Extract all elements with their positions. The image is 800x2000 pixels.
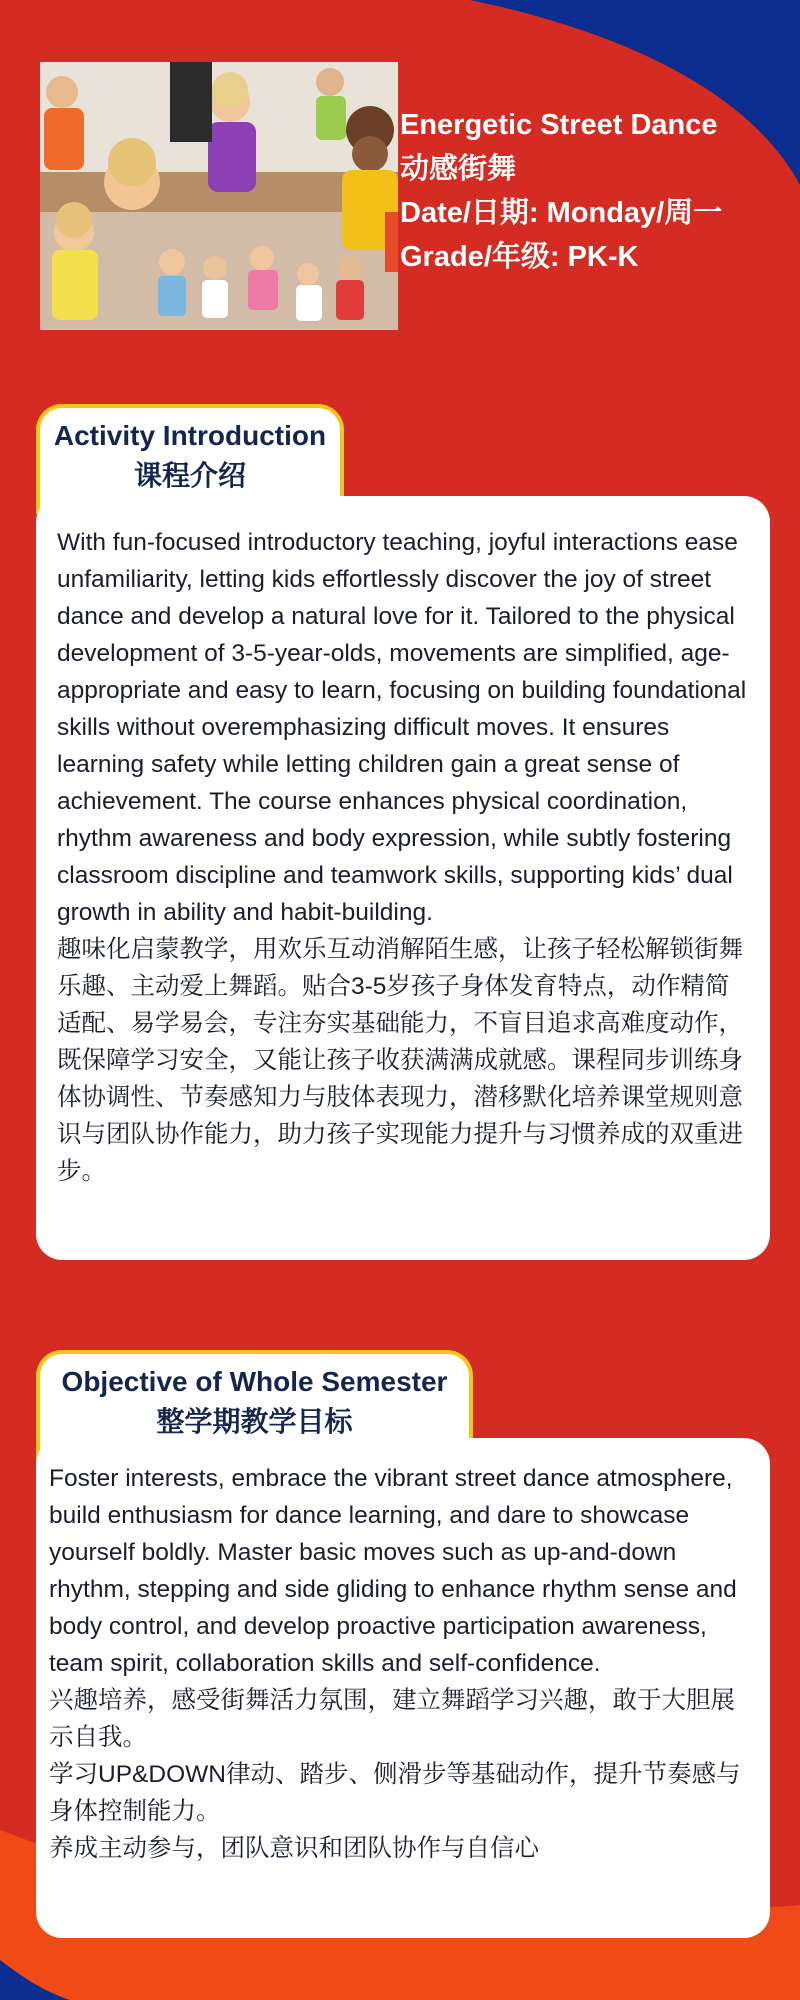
- objective-heading-en: Objective of Whole Semester: [61, 1366, 448, 1397]
- intro-heading-en: Activity Introduction: [53, 420, 327, 451]
- objective-body-zh-1: 兴趣培养，感受街舞活力氛围，建立舞蹈学习兴趣，敢于大胆展示自我。: [49, 1687, 735, 1751]
- objective-body-zh-2: 学习UP&DOWN律动、踏步、侧滑步等基础动作，提升节奏感与身体控制能力。: [49, 1761, 741, 1825]
- intro-body-en: With fun-focused introductory teaching, joyful interactions ease unfamiliarity, letting kids effortlessly discover the joy of street dance and develop a natural love for it. Tailored to the physical development of 3-5-year-olds, movements are simplified, age-appropriate and easy to learn, focusing on building foundational skills without overemphasizing difficult moves. It ensures learning safety while letting children gain a great sense of achievement. The course enhances physical coordination, rhythm awareness and body expression, while subtly fostering classroom discipline and teamwork skills, supporting kids’ dual growth in ability and habit-building.: [57, 529, 747, 926]
- intro-heading-zh: 课程介绍: [133, 460, 246, 491]
- activity-date: Date/日期: Monday/周一: [400, 197, 723, 229]
- intro-card: [36, 496, 770, 1260]
- activity-title-en: Energetic Street Dance: [400, 109, 718, 141]
- objective-body-zh-3: 养成主动参与，团队意识和团队协作与自信心: [49, 1835, 539, 1862]
- objective-body-en: Foster interests, embrace the vibrant street dance atmosphere, build enthusiasm for dance learning, and dare to showcase yourself boldly. Master basic moves such as up-and-down rhythm, stepping and side gliding to enhance rhythm sense and body control, and develop proactive participation awareness, team spirit, collaboration skills and self-confidence.: [49, 1465, 737, 1677]
- hero-info: [400, 103, 792, 279]
- children-dancing-image: [40, 62, 398, 330]
- hero-photo: [40, 62, 398, 330]
- objective-card: [36, 1438, 770, 1938]
- objective-heading-zh: 整学期教学目标: [156, 1406, 353, 1437]
- activity-grade: Grade/年级: PK-K: [400, 241, 639, 273]
- intro-body-zh: 趣味化启蒙教学，用欢乐互动消解陌生感，让孩子轻松解锁街舞乐趣、主动爱上舞蹈。贴合3-5岁孩子身体发育特点，动作精简适配、易学易会，专注夯实基础能力，不盲目追求高难度动作，既保障学习安全，又能让孩子收获满满成就感。课程同步训练身体协调性、节奏感知力与肢体表现力，潜移默化培养课堂规则意识与团队协作能力，助力孩子实现能力提升与习惯养成的双重进步。: [57, 936, 743, 1185]
- activity-title-zh: 动感街舞: [400, 153, 517, 185]
